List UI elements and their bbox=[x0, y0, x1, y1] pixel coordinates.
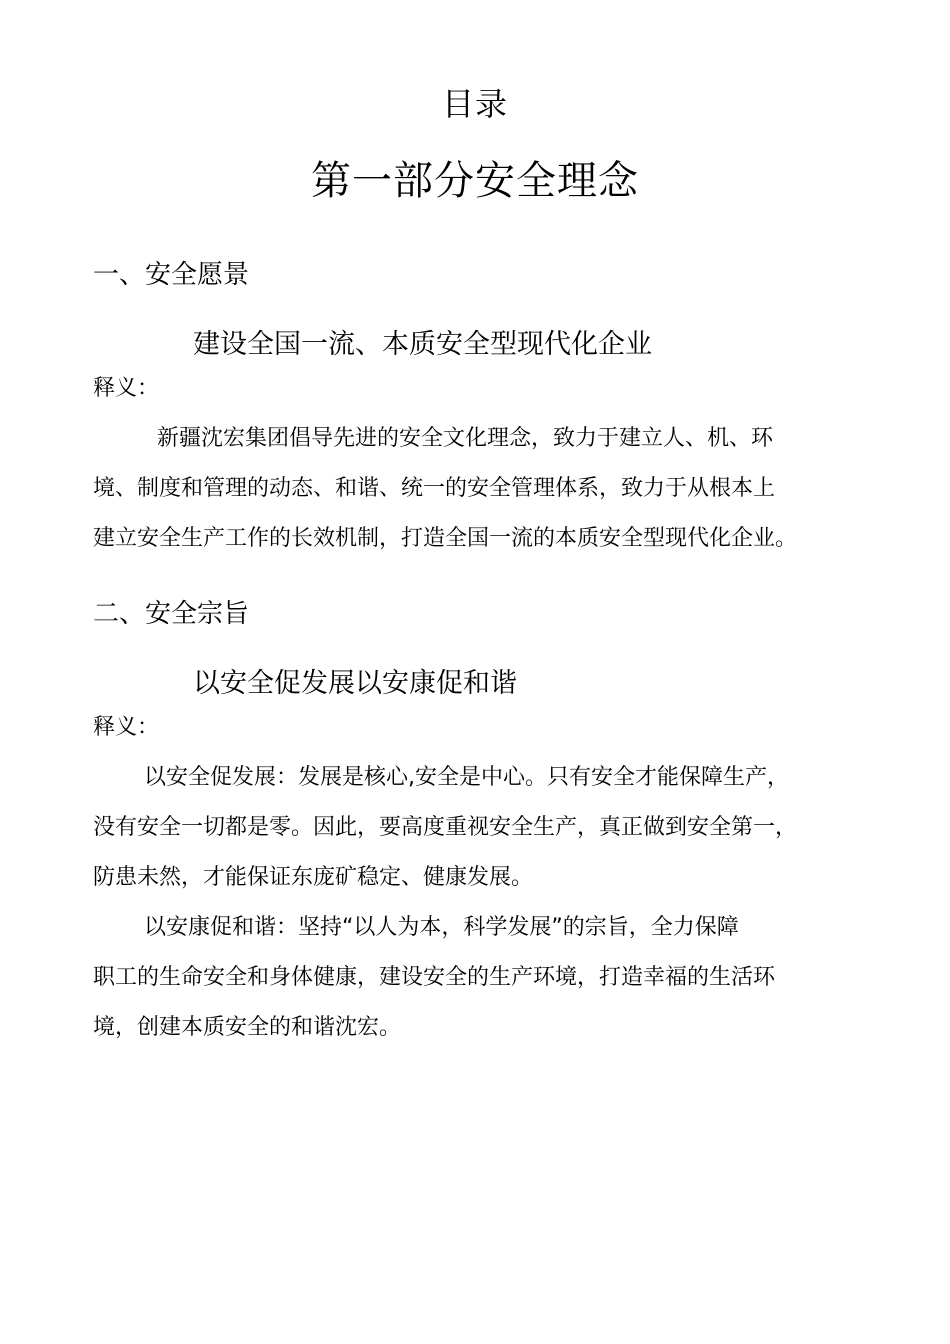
paragraph-line: 以安全促发展：发展是核心,安全是中心。只有安全才能保障生产， bbox=[144, 765, 789, 790]
section-heading-vision: 一、安全愿景 bbox=[93, 260, 250, 290]
vision-explanation-label: 释义： bbox=[93, 376, 160, 401]
purpose-motto: 以安全促发展以安康促和谐 bbox=[193, 668, 517, 699]
paragraph-line: 没有安全一切都是零。因此，要高度重视安全生产，真正做到安全第一， bbox=[93, 815, 798, 840]
purpose-explanation-paragraph-harmony bbox=[93, 903, 873, 1053]
paragraph-line: 境，创建本质安全的和谐沈宏。 bbox=[93, 1015, 402, 1040]
purpose-explanation-paragraph-development bbox=[93, 753, 873, 903]
paragraph-line: 职工的生命安全和身体健康，建设安全的生产环境，打造幸福的生活环 bbox=[93, 965, 776, 990]
part-title: 第一部分安全理念 bbox=[311, 158, 639, 204]
paragraph-line: 防患未然，才能保证东庞矿稳定、健康发展。 bbox=[93, 865, 534, 890]
purpose-explanation-label: 释义： bbox=[93, 715, 160, 740]
vision-explanation-paragraph bbox=[93, 414, 873, 564]
document-title: 目录 bbox=[441, 85, 508, 123]
paragraph-line: 建立安全生产工作的长效机制，打造全国一流的本质安全型现代化企业。 bbox=[93, 526, 798, 551]
vision-motto: 建设全国一流、本质安全型现代化企业 bbox=[193, 329, 652, 360]
paragraph-line: 境、制度和管理的动态、和谐、统一的安全管理体系，致力于从根本上 bbox=[93, 476, 776, 501]
paragraph-line: 以安康促和谐：坚持“以人为本，科学发展”的宗旨，全力保障 bbox=[144, 915, 739, 940]
section-heading-purpose: 二、安全宗旨 bbox=[93, 599, 250, 629]
paragraph-line: 新疆沈宏集团倡导先进的安全文化理念，致力于建立人、机、环 bbox=[157, 426, 774, 451]
